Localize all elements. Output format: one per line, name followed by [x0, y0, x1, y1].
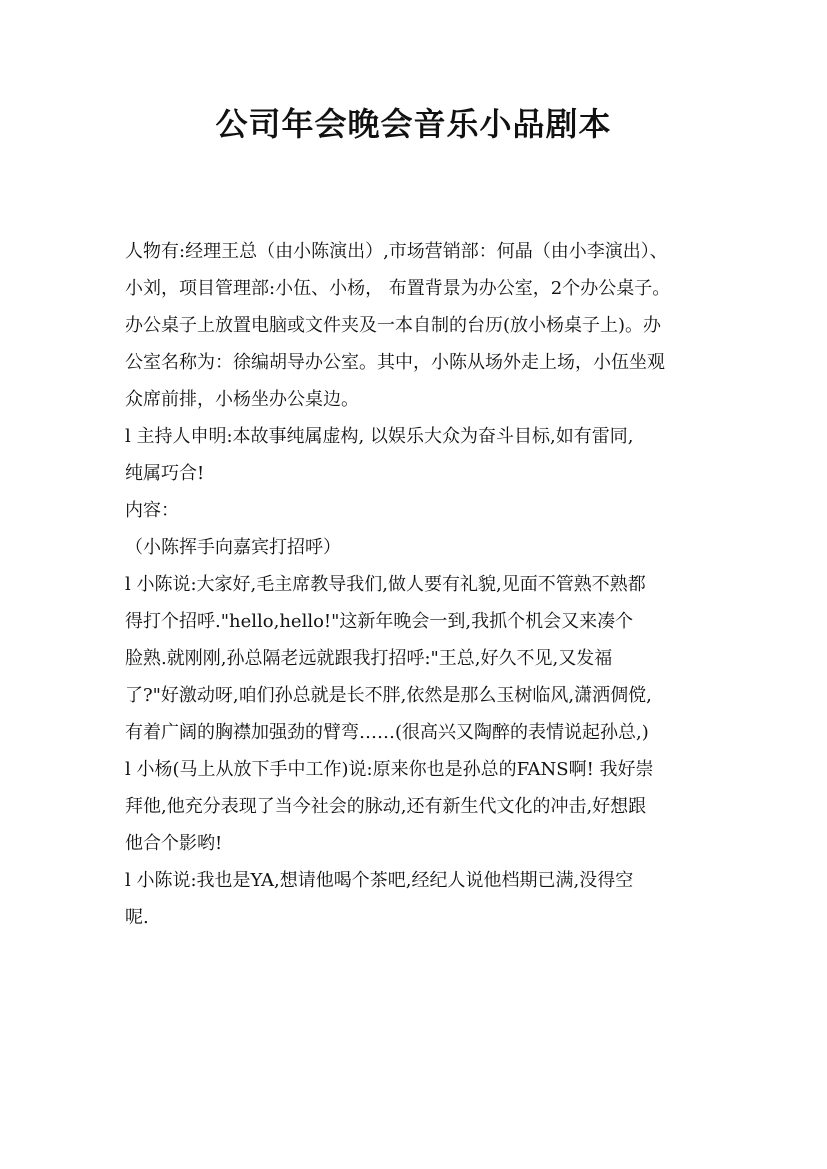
body-line: 公室名称为：徐编胡导办公室。其中，小陈从场外走上场，小伍坐观 — [125, 352, 665, 373]
body-line: 得打个招呼."hello,hello!"这新年晚会一到,我抓个机会又来凑个 — [125, 611, 634, 632]
body-line: 众席前排，小杨坐办公桌边。 — [125, 389, 359, 410]
body-line: 有着广阔的胸襟加强劲的臂弯……(很高兴又陶醉的表情说起孙总,) — [125, 722, 649, 743]
body-line: l 小杨(马上从放下手中工作)说:原来你也是孙总的FANS啊! 我好崇 — [125, 759, 654, 780]
body-line: 拜他,他充分表现了当今社会的脉动,还有新生代文化的冲击,好想跟 — [125, 796, 647, 817]
body-line: l 小陈说:我也是YA,想请他喝个茶吧,经纪人说他档期已满,没得空 — [125, 870, 634, 891]
body-line: 内容： — [125, 500, 179, 521]
body-line: 人物有:经理王总（由小陈演出）,市场营销部：何晶（由小李演出）、 — [125, 241, 668, 262]
body-line: l 小陈说:大家好,毛主席教导我们,做人要有礼貌,见面不管熟不熟都 — [125, 574, 646, 595]
body-line: 他合个影哟! — [125, 833, 223, 854]
document-title: 公司年会晚会音乐小品剧本 — [215, 105, 612, 143]
document-body — [125, 233, 710, 936]
body-line: 呢. — [125, 907, 149, 928]
body-line: （小陈挥手向嘉宾打招呼） — [125, 537, 341, 558]
body-line: 纯属巧合! — [125, 463, 205, 484]
body-line: 办公桌子上放置电脑或文件夹及一本自制的台历(放小杨桌子上)。办 — [125, 315, 662, 336]
body-line: 脸熟.就刚刚,孙总隔老远就跟我打招呼:"王总,好久不见,又发福 — [125, 648, 613, 669]
body-line: 了?"好激动呀,咱们孙总就是长不胖,依然是那么玉树临风,潇洒倜傥, — [125, 685, 652, 706]
body-line: l 主持人申明:本故事纯属虚构, 以娱乐大众为奋斗目标,如有雷同, — [125, 426, 634, 447]
body-line: 小刘，项目管理部:小伍、小杨， 布置背景为办公室，2个办公桌子。 — [125, 278, 671, 299]
